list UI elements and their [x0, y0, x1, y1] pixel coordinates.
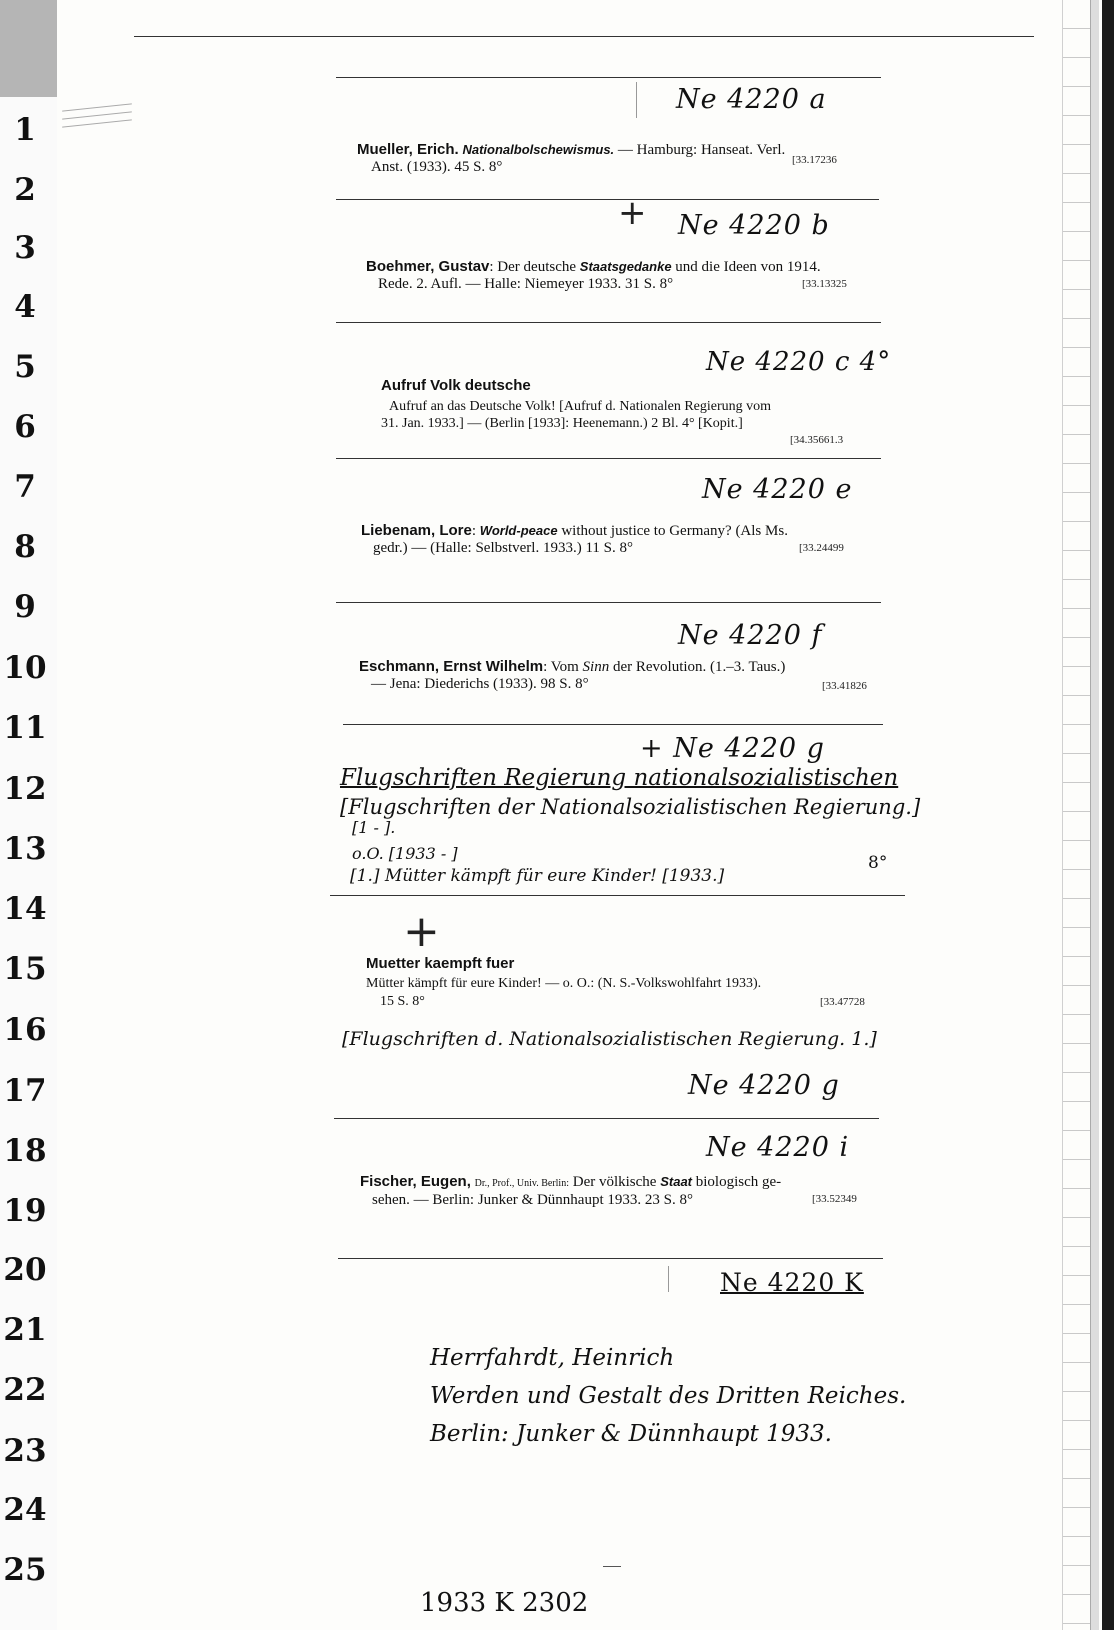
- entry-heading: Liebenam, Lore: [361, 522, 472, 539]
- entry-title: Staat: [660, 1174, 693, 1189]
- row-number: 4: [14, 289, 36, 325]
- catalog-entry: [359, 658, 785, 693]
- row-number: 21: [3, 1312, 47, 1348]
- row-number: 9: [14, 589, 36, 625]
- shelfmark: Ne 4220 e: [702, 474, 853, 505]
- handwritten-series-title: Flugschriften Regierung nationalsozialistischen: [340, 765, 899, 791]
- card-separator: [338, 1258, 883, 1259]
- entry-title: Nationalbolschewismus.: [462, 142, 615, 157]
- handwritten-line: [Flugschriften der Nationalsozialistischen Regierung.]: [340, 795, 921, 819]
- row-number: 14: [3, 891, 47, 927]
- accession-number: [33.17236: [792, 154, 837, 166]
- entry-collation: — Jena: Diederichs (1933). 98 S. 8°: [371, 676, 589, 692]
- margin-marks: [62, 100, 132, 140]
- accession-number: [33.41826: [822, 680, 867, 692]
- catalog-entry: [361, 522, 788, 557]
- entry-imprint: und die Ideen von 1914.: [675, 259, 821, 275]
- row-number: 22: [3, 1372, 47, 1408]
- shelfmark-text: Ne 4220 K: [720, 1268, 864, 1297]
- accession-number: [34.35661.3: [790, 434, 844, 446]
- entry-pretitle: :: [471, 523, 477, 539]
- strip-header: [0, 0, 57, 97]
- row-number: 25: [3, 1552, 47, 1588]
- handwritten-format: 8°: [868, 853, 888, 873]
- entry-collation: sehen. — Berlin: Junker & Dünnhaupt 1933. 23 S. 8°: [372, 1192, 693, 1208]
- row-number: 16: [3, 1012, 47, 1048]
- catalog-entry: [366, 258, 821, 293]
- card-separator: [336, 602, 881, 603]
- page-edge: [1090, 0, 1099, 1630]
- row-number: 15: [3, 951, 47, 987]
- card-separator: [336, 458, 881, 459]
- entry-collation: 15 S. 8°: [380, 994, 425, 1009]
- entry-pretitle: : Vom: [543, 659, 579, 675]
- handwritten-imprint: Berlin: Junker & Dünnhaupt 1933.: [430, 1421, 832, 1447]
- row-number: 11: [3, 710, 47, 746]
- cross-mark: +: [403, 906, 440, 957]
- shelfmark: Ne 4220 b: [678, 210, 830, 241]
- entry-collation: gedr.) — (Halle: Selbstverl. 1933.) 11 S. 8°: [373, 540, 633, 556]
- accession-number: [33.24499: [799, 542, 844, 554]
- ruled-margin: [1062, 0, 1091, 1630]
- accession-number: [33.13325: [802, 278, 847, 290]
- entry-qualifier: Dr., Prof., Univ. Berlin:: [474, 1178, 569, 1189]
- entry-collation: Rede. 2. Aufl. — Halle: Niemeyer 1933. 31 S. 8°: [378, 276, 674, 292]
- entry-heading: Boehmer, Gustav: [366, 258, 490, 275]
- row-number: 2: [14, 172, 36, 208]
- row-number: 24: [3, 1492, 47, 1528]
- entry-imprint: without justice to Germany? (Als Ms.: [561, 523, 788, 539]
- row-number: 23: [3, 1433, 47, 1469]
- row-number: 7: [14, 469, 36, 505]
- entry-title: Staatsgedanke: [579, 259, 672, 274]
- shelfmark: Ne 4220 g: [688, 1070, 840, 1101]
- entry-title-line: Aufruf an das Deutsche Volk! [Aufruf d. Nationalen Regierung vom: [389, 399, 772, 414]
- shelfmark: Ne 4220 a: [676, 84, 827, 115]
- row-number: 13: [3, 831, 47, 867]
- catalog-entry: [357, 141, 785, 176]
- shelfmark: Ne 4220 f: [678, 620, 823, 651]
- card-separator: [336, 199, 879, 200]
- entry-title-line: Mütter kämpft für eure Kinder! — o. O.: (N. S.-Volkswohlfahrt 1933).: [366, 976, 762, 991]
- catalog-entry: [366, 955, 514, 973]
- row-number: 10: [3, 650, 47, 686]
- shelfmark: Ne 4220 c 4°: [706, 347, 892, 377]
- entry-collation: Anst. (1933). 45 S. 8°: [371, 159, 503, 175]
- entry-imprint: der Revolution. (1.–3. Taus.): [612, 659, 786, 675]
- shelfmark: [720, 1268, 864, 1297]
- row-number: 1: [14, 112, 36, 148]
- catalog-entry: [381, 377, 771, 432]
- row-number: 20: [3, 1252, 47, 1288]
- row-number: 3: [14, 230, 36, 266]
- row-number: 19: [3, 1193, 47, 1229]
- entry-heading: Eschmann, Ernst Wilhelm: [359, 658, 544, 675]
- accession-number: [33.47728: [820, 996, 865, 1008]
- entry-collation: 31. Jan. 1933.] — (Berlin [1933]: Heenemann.) 2 Bl. 4° [Kopit.]: [381, 416, 743, 431]
- shelfmark: + Ne 4220 g: [640, 733, 825, 764]
- accession-number: [33.52349: [812, 1193, 857, 1205]
- card-separator: [334, 1118, 879, 1119]
- card-separator: [336, 77, 881, 78]
- row-number: 8: [14, 529, 36, 565]
- entry-title: World-peace: [479, 523, 558, 538]
- cross-mark: +: [618, 193, 647, 233]
- catalog-entry: [360, 1173, 781, 1209]
- card-separator: [343, 724, 883, 725]
- card-separator: [336, 322, 881, 323]
- shelfmark: Ne 4220 i: [706, 1132, 850, 1163]
- entry-heading: Aufruf Volk deutsche: [381, 377, 531, 394]
- row-number: 12: [3, 771, 47, 807]
- row-number: 18: [3, 1133, 47, 1169]
- handwritten-series-note: [Flugschriften d. Nationalsozialistischen Regierung. 1.]: [342, 1028, 877, 1050]
- entry-heading: Mueller, Erich.: [357, 141, 459, 158]
- pencil-tick: [636, 82, 637, 118]
- row-number: 5: [14, 349, 36, 385]
- entry-heading: Fischer, Eugen,: [360, 1173, 471, 1190]
- entry-imprint: biologisch ge-: [695, 1174, 782, 1190]
- row-number: 17: [3, 1073, 47, 1109]
- handwritten-line: o.O. [1933 - ]: [352, 844, 458, 863]
- handwritten-heading: [340, 765, 898, 791]
- page-top-rule: [134, 36, 1034, 37]
- row-number: 6: [14, 409, 36, 445]
- footer-accession-number: 1933 K 2302: [420, 1588, 589, 1618]
- handwritten-title: Werden und Gestalt des Dritten Reiches.: [430, 1383, 907, 1409]
- handwritten-line: [1.] Mütter kämpft für eure Kinder! [1933.]: [350, 866, 725, 886]
- entry-pretitle: Der völkische: [572, 1174, 657, 1190]
- footer-mark: [603, 1566, 621, 1567]
- card-separator: [330, 895, 905, 896]
- entry-pretitle: : Der deutsche: [489, 259, 577, 275]
- entry-title: Sinn: [582, 659, 610, 675]
- handwritten-line: [1 - ].: [352, 818, 396, 837]
- entry-heading: Muetter kaempft fuer: [366, 955, 515, 972]
- pencil-tick: [668, 1266, 669, 1292]
- handwritten-author: Herrfahrdt, Heinrich: [430, 1345, 675, 1371]
- entry-imprint: — Hamburg: Hanseat. Verl.: [617, 142, 786, 158]
